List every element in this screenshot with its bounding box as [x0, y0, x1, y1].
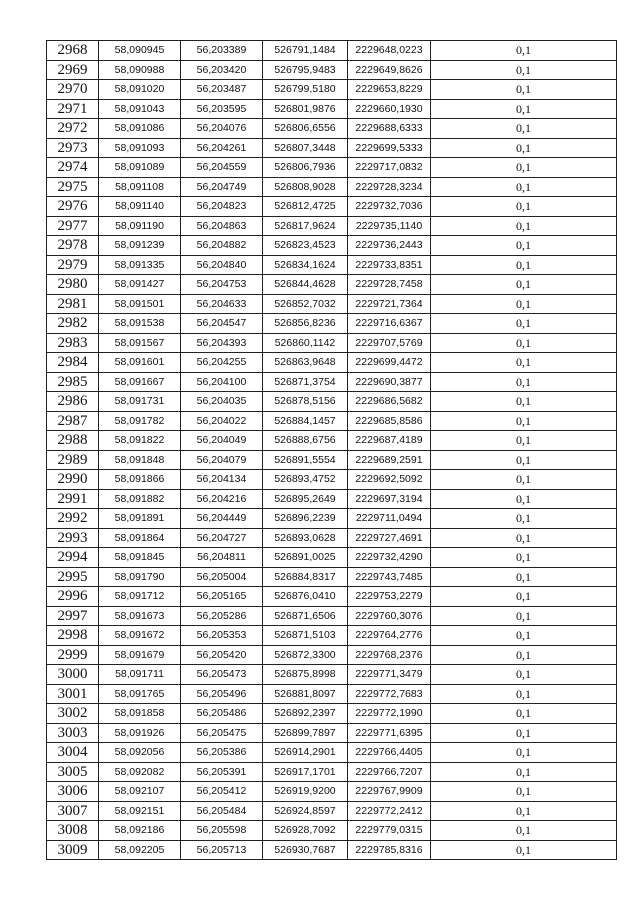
- value-cell: 0,1: [431, 450, 617, 470]
- latitude-cell: 58,091712: [99, 587, 181, 607]
- value-cell: 0,1: [431, 801, 617, 821]
- point-number-cell: 2976: [47, 197, 99, 217]
- x-coordinate-cell: 526924,8597: [263, 801, 348, 821]
- longitude-cell: 56,205496: [181, 684, 263, 704]
- longitude-cell: 56,204840: [181, 255, 263, 275]
- y-coordinate-cell: 2229772,7683: [348, 684, 431, 704]
- point-number-cell: 2987: [47, 411, 99, 431]
- y-coordinate-cell: 2229732,4290: [348, 548, 431, 568]
- longitude-cell: 56,204823: [181, 197, 263, 217]
- table-row: [47, 450, 617, 470]
- x-coordinate-cell: 526871,6506: [263, 606, 348, 626]
- table-row: [47, 801, 617, 821]
- longitude-cell: 56,204811: [181, 548, 263, 568]
- point-number-cell: 3009: [47, 840, 99, 860]
- latitude-cell: 58,091822: [99, 431, 181, 451]
- latitude-cell: 58,091848: [99, 450, 181, 470]
- x-coordinate-cell: 526893,0628: [263, 528, 348, 548]
- latitude-cell: 58,091711: [99, 665, 181, 685]
- x-coordinate-cell: 526930,7687: [263, 840, 348, 860]
- x-coordinate-cell: 526876,0410: [263, 587, 348, 607]
- point-number-cell: 2985: [47, 372, 99, 392]
- x-coordinate-cell: 526801,9876: [263, 99, 348, 119]
- y-coordinate-cell: 2229697,3194: [348, 489, 431, 509]
- latitude-cell: 58,092151: [99, 801, 181, 821]
- y-coordinate-cell: 2229686,5682: [348, 392, 431, 412]
- longitude-cell: 56,204022: [181, 411, 263, 431]
- table-row: [47, 489, 617, 509]
- value-cell: 0,1: [431, 158, 617, 178]
- longitude-cell: 56,204100: [181, 372, 263, 392]
- y-coordinate-cell: 2229660,1930: [348, 99, 431, 119]
- value-cell: 0,1: [431, 60, 617, 80]
- table-row: [47, 509, 617, 529]
- table-row: [47, 60, 617, 80]
- x-coordinate-cell: 526791,1484: [263, 41, 348, 61]
- longitude-cell: 56,203420: [181, 60, 263, 80]
- x-coordinate-cell: 526896,2239: [263, 509, 348, 529]
- point-number-cell: 2996: [47, 587, 99, 607]
- y-coordinate-cell: 2229785,8316: [348, 840, 431, 860]
- value-cell: 0,1: [431, 353, 617, 373]
- longitude-cell: 56,204079: [181, 450, 263, 470]
- x-coordinate-cell: 526919,9200: [263, 782, 348, 802]
- point-number-cell: 2978: [47, 236, 99, 256]
- longitude-cell: 56,204633: [181, 294, 263, 314]
- longitude-cell: 56,204049: [181, 431, 263, 451]
- latitude-cell: 58,092107: [99, 782, 181, 802]
- table-row: [47, 782, 617, 802]
- table-row: [47, 645, 617, 665]
- value-cell: 0,1: [431, 489, 617, 509]
- latitude-cell: 58,091864: [99, 528, 181, 548]
- table-row: [47, 821, 617, 841]
- table-row: [47, 567, 617, 587]
- longitude-cell: 56,204076: [181, 119, 263, 139]
- value-cell: 0,1: [431, 99, 617, 119]
- point-number-cell: 3007: [47, 801, 99, 821]
- x-coordinate-cell: 526899,7897: [263, 723, 348, 743]
- y-coordinate-cell: 2229732,7036: [348, 197, 431, 217]
- value-cell: 0,1: [431, 80, 617, 100]
- longitude-cell: 56,205598: [181, 821, 263, 841]
- longitude-cell: 56,204449: [181, 509, 263, 529]
- table-row: [47, 99, 617, 119]
- x-coordinate-cell: 526871,5103: [263, 626, 348, 646]
- table-row: [47, 216, 617, 236]
- y-coordinate-cell: 2229736,2443: [348, 236, 431, 256]
- longitude-cell: 56,205004: [181, 567, 263, 587]
- y-coordinate-cell: 2229648,0223: [348, 41, 431, 61]
- x-coordinate-cell: 526895,2649: [263, 489, 348, 509]
- y-coordinate-cell: 2229767,9909: [348, 782, 431, 802]
- longitude-cell: 56,205412: [181, 782, 263, 802]
- longitude-cell: 56,205473: [181, 665, 263, 685]
- table-row: [47, 684, 617, 704]
- point-number-cell: 3001: [47, 684, 99, 704]
- point-number-cell: 2983: [47, 333, 99, 353]
- point-number-cell: 3004: [47, 743, 99, 763]
- latitude-cell: 58,091538: [99, 314, 181, 334]
- y-coordinate-cell: 2229743,7485: [348, 567, 431, 587]
- latitude-cell: 58,091089: [99, 158, 181, 178]
- table-row: [47, 431, 617, 451]
- x-coordinate-cell: 526817,9624: [263, 216, 348, 236]
- value-cell: 0,1: [431, 704, 617, 724]
- value-cell: 0,1: [431, 743, 617, 763]
- latitude-cell: 58,092186: [99, 821, 181, 841]
- x-coordinate-cell: 526872,3300: [263, 645, 348, 665]
- table-row: [47, 392, 617, 412]
- point-number-cell: 2986: [47, 392, 99, 412]
- y-coordinate-cell: 2229707,5769: [348, 333, 431, 353]
- point-number-cell: 2999: [47, 645, 99, 665]
- y-coordinate-cell: 2229699,4472: [348, 353, 431, 373]
- table-row: [47, 314, 617, 334]
- value-cell: 0,1: [431, 216, 617, 236]
- table-row: [47, 177, 617, 197]
- value-cell: 0,1: [431, 314, 617, 334]
- x-coordinate-cell: 526860,1142: [263, 333, 348, 353]
- table-row: [47, 80, 617, 100]
- table-row: [47, 236, 617, 256]
- x-coordinate-cell: 526799,5180: [263, 80, 348, 100]
- point-number-cell: 2973: [47, 138, 99, 158]
- latitude-cell: 58,091765: [99, 684, 181, 704]
- table-row: [47, 197, 617, 217]
- value-cell: 0,1: [431, 528, 617, 548]
- longitude-cell: 56,205420: [181, 645, 263, 665]
- y-coordinate-cell: 2229772,1990: [348, 704, 431, 724]
- table-row: [47, 333, 617, 353]
- value-cell: 0,1: [431, 587, 617, 607]
- x-coordinate-cell: 526806,7936: [263, 158, 348, 178]
- table-row: [47, 411, 617, 431]
- point-number-cell: 2968: [47, 41, 99, 61]
- point-number-cell: 2984: [47, 353, 99, 373]
- longitude-cell: 56,205386: [181, 743, 263, 763]
- longitude-cell: 56,205391: [181, 762, 263, 782]
- longitude-cell: 56,205486: [181, 704, 263, 724]
- x-coordinate-cell: 526884,1457: [263, 411, 348, 431]
- latitude-cell: 58,091672: [99, 626, 181, 646]
- latitude-cell: 58,091926: [99, 723, 181, 743]
- longitude-cell: 56,204882: [181, 236, 263, 256]
- y-coordinate-cell: 2229728,3234: [348, 177, 431, 197]
- value-cell: 0,1: [431, 840, 617, 860]
- point-number-cell: 2995: [47, 567, 99, 587]
- latitude-cell: 58,091845: [99, 548, 181, 568]
- y-coordinate-cell: 2229760,3076: [348, 606, 431, 626]
- x-coordinate-cell: 526852,7032: [263, 294, 348, 314]
- latitude-cell: 58,091882: [99, 489, 181, 509]
- x-coordinate-cell: 526891,0025: [263, 548, 348, 568]
- point-number-cell: 2981: [47, 294, 99, 314]
- value-cell: 0,1: [431, 782, 617, 802]
- y-coordinate-cell: 2229711,0494: [348, 509, 431, 529]
- value-cell: 0,1: [431, 138, 617, 158]
- y-coordinate-cell: 2229721,7364: [348, 294, 431, 314]
- x-coordinate-cell: 526856,8236: [263, 314, 348, 334]
- point-number-cell: 2993: [47, 528, 99, 548]
- latitude-cell: 58,092082: [99, 762, 181, 782]
- point-number-cell: 2990: [47, 470, 99, 490]
- point-number-cell: 2969: [47, 60, 99, 80]
- longitude-cell: 56,204863: [181, 216, 263, 236]
- x-coordinate-cell: 526823,4523: [263, 236, 348, 256]
- latitude-cell: 58,091667: [99, 372, 181, 392]
- x-coordinate-cell: 526875,8998: [263, 665, 348, 685]
- x-coordinate-cell: 526914,2901: [263, 743, 348, 763]
- value-cell: 0,1: [431, 197, 617, 217]
- longitude-cell: 56,203595: [181, 99, 263, 119]
- x-coordinate-cell: 526844,4628: [263, 275, 348, 295]
- coordinates-table-body: [47, 41, 617, 860]
- value-cell: 0,1: [431, 431, 617, 451]
- value-cell: 0,1: [431, 392, 617, 412]
- latitude-cell: 58,091567: [99, 333, 181, 353]
- longitude-cell: 56,204559: [181, 158, 263, 178]
- latitude-cell: 58,091335: [99, 255, 181, 275]
- table-row: [47, 528, 617, 548]
- point-number-cell: 3008: [47, 821, 99, 841]
- latitude-cell: 58,092205: [99, 840, 181, 860]
- x-coordinate-cell: 526834,1624: [263, 255, 348, 275]
- longitude-cell: 56,205713: [181, 840, 263, 860]
- value-cell: 0,1: [431, 626, 617, 646]
- y-coordinate-cell: 2229766,4405: [348, 743, 431, 763]
- y-coordinate-cell: 2229727,4691: [348, 528, 431, 548]
- point-number-cell: 2974: [47, 158, 99, 178]
- value-cell: 0,1: [431, 821, 617, 841]
- longitude-cell: 56,204255: [181, 353, 263, 373]
- x-coordinate-cell: 526917,1701: [263, 762, 348, 782]
- point-number-cell: 2972: [47, 119, 99, 139]
- point-number-cell: 2975: [47, 177, 99, 197]
- x-coordinate-cell: 526807,3448: [263, 138, 348, 158]
- latitude-cell: 58,091679: [99, 645, 181, 665]
- latitude-cell: 58,091093: [99, 138, 181, 158]
- latitude-cell: 58,091140: [99, 197, 181, 217]
- longitude-cell: 56,205475: [181, 723, 263, 743]
- x-coordinate-cell: 526812,4725: [263, 197, 348, 217]
- longitude-cell: 56,204035: [181, 392, 263, 412]
- table-row: [47, 665, 617, 685]
- longitude-cell: 56,204216: [181, 489, 263, 509]
- point-number-cell: 3005: [47, 762, 99, 782]
- table-row: [47, 119, 617, 139]
- value-cell: 0,1: [431, 470, 617, 490]
- y-coordinate-cell: 2229771,6395: [348, 723, 431, 743]
- value-cell: 0,1: [431, 645, 617, 665]
- value-cell: 0,1: [431, 411, 617, 431]
- latitude-cell: 58,091790: [99, 567, 181, 587]
- table-row: [47, 587, 617, 607]
- y-coordinate-cell: 2229768,2376: [348, 645, 431, 665]
- latitude-cell: 58,091239: [99, 236, 181, 256]
- point-number-cell: 2988: [47, 431, 99, 451]
- y-coordinate-cell: 2229699,5333: [348, 138, 431, 158]
- latitude-cell: 58,091108: [99, 177, 181, 197]
- x-coordinate-cell: 526808,9028: [263, 177, 348, 197]
- latitude-cell: 58,091043: [99, 99, 181, 119]
- table-row: [47, 548, 617, 568]
- latitude-cell: 58,090988: [99, 60, 181, 80]
- value-cell: 0,1: [431, 236, 617, 256]
- y-coordinate-cell: 2229735,1140: [348, 216, 431, 236]
- latitude-cell: 58,091866: [99, 470, 181, 490]
- longitude-cell: 56,204393: [181, 333, 263, 353]
- longitude-cell: 56,204753: [181, 275, 263, 295]
- point-number-cell: 3003: [47, 723, 99, 743]
- table-row: [47, 353, 617, 373]
- latitude-cell: 58,091782: [99, 411, 181, 431]
- point-number-cell: 2982: [47, 314, 99, 334]
- point-number-cell: 2997: [47, 606, 99, 626]
- x-coordinate-cell: 526863,9648: [263, 353, 348, 373]
- point-number-cell: 2991: [47, 489, 99, 509]
- table-row: [47, 294, 617, 314]
- point-number-cell: 3000: [47, 665, 99, 685]
- longitude-cell: 56,204261: [181, 138, 263, 158]
- value-cell: 0,1: [431, 372, 617, 392]
- y-coordinate-cell: 2229733,8351: [348, 255, 431, 275]
- coordinates-table: [46, 40, 617, 860]
- y-coordinate-cell: 2229689,2591: [348, 450, 431, 470]
- point-number-cell: 2980: [47, 275, 99, 295]
- longitude-cell: 56,204547: [181, 314, 263, 334]
- table-row: [47, 743, 617, 763]
- y-coordinate-cell: 2229728,7458: [348, 275, 431, 295]
- point-number-cell: 2998: [47, 626, 99, 646]
- value-cell: 0,1: [431, 548, 617, 568]
- table-row: [47, 275, 617, 295]
- x-coordinate-cell: 526891,5554: [263, 450, 348, 470]
- y-coordinate-cell: 2229772,2412: [348, 801, 431, 821]
- value-cell: 0,1: [431, 723, 617, 743]
- x-coordinate-cell: 526888,6756: [263, 431, 348, 451]
- y-coordinate-cell: 2229688,6333: [348, 119, 431, 139]
- y-coordinate-cell: 2229653,8229: [348, 80, 431, 100]
- value-cell: 0,1: [431, 333, 617, 353]
- y-coordinate-cell: 2229771,3479: [348, 665, 431, 685]
- value-cell: 0,1: [431, 567, 617, 587]
- y-coordinate-cell: 2229649,8626: [348, 60, 431, 80]
- table-row: [47, 372, 617, 392]
- y-coordinate-cell: 2229766,7207: [348, 762, 431, 782]
- x-coordinate-cell: 526884,8317: [263, 567, 348, 587]
- table-row: [47, 626, 617, 646]
- longitude-cell: 56,205484: [181, 801, 263, 821]
- y-coordinate-cell: 2229717,0832: [348, 158, 431, 178]
- point-number-cell: 2977: [47, 216, 99, 236]
- longitude-cell: 56,204749: [181, 177, 263, 197]
- latitude-cell: 58,091501: [99, 294, 181, 314]
- y-coordinate-cell: 2229764,2776: [348, 626, 431, 646]
- table-row: [47, 704, 617, 724]
- value-cell: 0,1: [431, 509, 617, 529]
- latitude-cell: 58,091427: [99, 275, 181, 295]
- x-coordinate-cell: 526928,7092: [263, 821, 348, 841]
- latitude-cell: 58,091190: [99, 216, 181, 236]
- y-coordinate-cell: 2229685,8586: [348, 411, 431, 431]
- x-coordinate-cell: 526893,4752: [263, 470, 348, 490]
- point-number-cell: 2992: [47, 509, 99, 529]
- y-coordinate-cell: 2229753,2279: [348, 587, 431, 607]
- table-row: [47, 606, 617, 626]
- longitude-cell: 56,203389: [181, 41, 263, 61]
- point-number-cell: 2979: [47, 255, 99, 275]
- latitude-cell: 58,091086: [99, 119, 181, 139]
- value-cell: 0,1: [431, 294, 617, 314]
- value-cell: 0,1: [431, 684, 617, 704]
- longitude-cell: 56,203487: [181, 80, 263, 100]
- latitude-cell: 58,091891: [99, 509, 181, 529]
- value-cell: 0,1: [431, 177, 617, 197]
- value-cell: 0,1: [431, 606, 617, 626]
- point-number-cell: 3006: [47, 782, 99, 802]
- y-coordinate-cell: 2229690,3877: [348, 372, 431, 392]
- table-row: [47, 470, 617, 490]
- table-row: [47, 158, 617, 178]
- longitude-cell: 56,205286: [181, 606, 263, 626]
- value-cell: 0,1: [431, 119, 617, 139]
- latitude-cell: 58,091731: [99, 392, 181, 412]
- value-cell: 0,1: [431, 762, 617, 782]
- table-row: [47, 41, 617, 61]
- x-coordinate-cell: 526795,9483: [263, 60, 348, 80]
- table-row: [47, 762, 617, 782]
- longitude-cell: 56,205353: [181, 626, 263, 646]
- table-row: [47, 723, 617, 743]
- x-coordinate-cell: 526871,3754: [263, 372, 348, 392]
- x-coordinate-cell: 526892,2397: [263, 704, 348, 724]
- latitude-cell: 58,091673: [99, 606, 181, 626]
- point-number-cell: 2994: [47, 548, 99, 568]
- table-row: [47, 138, 617, 158]
- y-coordinate-cell: 2229716,6367: [348, 314, 431, 334]
- longitude-cell: 56,204134: [181, 470, 263, 490]
- latitude-cell: 58,091858: [99, 704, 181, 724]
- y-coordinate-cell: 2229687,4189: [348, 431, 431, 451]
- value-cell: 0,1: [431, 275, 617, 295]
- x-coordinate-cell: 526881,8097: [263, 684, 348, 704]
- value-cell: 0,1: [431, 41, 617, 61]
- point-number-cell: 2970: [47, 80, 99, 100]
- value-cell: 0,1: [431, 665, 617, 685]
- point-number-cell: 3002: [47, 704, 99, 724]
- longitude-cell: 56,204727: [181, 528, 263, 548]
- latitude-cell: 58,091601: [99, 353, 181, 373]
- latitude-cell: 58,091020: [99, 80, 181, 100]
- latitude-cell: 58,092056: [99, 743, 181, 763]
- table-row: [47, 255, 617, 275]
- y-coordinate-cell: 2229779,0315: [348, 821, 431, 841]
- x-coordinate-cell: 526878,5156: [263, 392, 348, 412]
- y-coordinate-cell: 2229692,5092: [348, 470, 431, 490]
- table-row: [47, 840, 617, 860]
- latitude-cell: 58,090945: [99, 41, 181, 61]
- point-number-cell: 2971: [47, 99, 99, 119]
- point-number-cell: 2989: [47, 450, 99, 470]
- value-cell: 0,1: [431, 255, 617, 275]
- x-coordinate-cell: 526806,6556: [263, 119, 348, 139]
- longitude-cell: 56,205165: [181, 587, 263, 607]
